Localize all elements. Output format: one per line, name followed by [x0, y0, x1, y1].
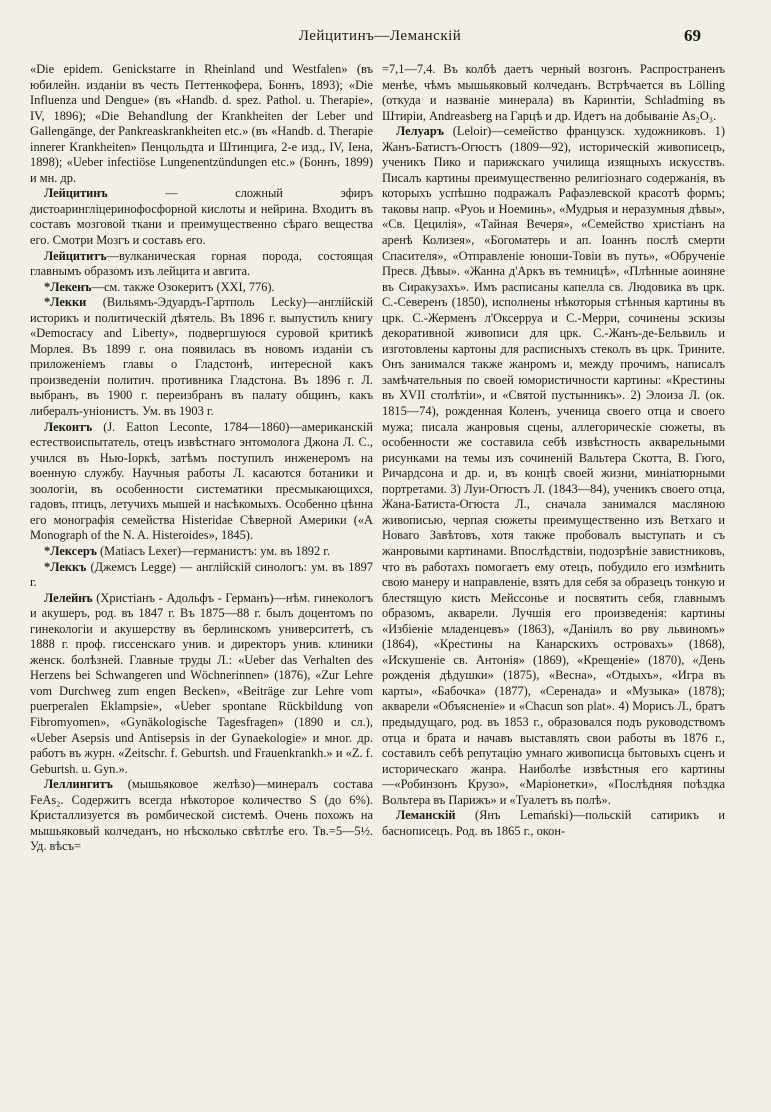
dictionary-entry: [30, 295, 373, 419]
right-column: [382, 62, 725, 1092]
entry-headword: *Лексеръ: [44, 543, 97, 558]
dictionary-entry: [30, 591, 373, 778]
page-number: 69: [684, 26, 701, 45]
entry-text: «Die epidem. Genickstarre in Rheinland und Westfalen» (въ юбилейн. изданіи въ честь Петтенкофера, Боннъ, 1893); «Die Influenza und Dengue» (въ «Handb. d. spez. Pathol. u. Therapie», IV, 1896); «Die Behandlung der Krankheiten der Leber und Gallengänge, der Pankreaskrankheiten etc.» (въ «Handb. d. Therapie innerer Krankheiten» Пенцольдта и Штинцига, 2-е изд., IV, Іена, 1898); «Ueber infectiöse Lungenentzündungen etc.» (Боннъ, 1899) и мн. др.: [30, 62, 373, 185]
continued-text: [30, 62, 373, 186]
dictionary-entry: [30, 249, 373, 280]
left-column: [30, 62, 373, 1092]
entry-text: —вулканическая горная порода, состоящая главнымъ образомъ изъ лейцита и авгита.: [30, 248, 373, 279]
entry-text: (J. Eatton Leconte, 1784—1860)—американскій естествоиспытатель, отецъ извѣстнаго энтомолога Джона Л. С., учился въ Нью-Іоркѣ, затѣмъ поступилъ инженеромъ на военную службу. Научныя работы Л. касаются ботаники и зоологіи, въ особенности систематики пресмыкающихся, гадовъ, птицъ, летучихъ мышей и насѣкомыхъ. Особенно цѣнна его монографія семейства Histeridae Сѣверной Америки («A Monograph of the N. A. Histeroides», 1845).: [30, 419, 373, 543]
entry-headword: Леманскій: [396, 808, 456, 823]
entry-text: =7,1—7,4. Въ колбѣ даетъ черный возгонъ. Распространенъ менѣе, чѣмъ мышьяковый колчеданъ. Встрѣчается въ Lölling (откуда и названіе минерала) въ Каринтіи, Schladming въ Штиріи, Andreasberg на Гарцѣ и др. Идетъ на добываніе As₂O₃.: [382, 62, 725, 123]
entry-text: (Джемсъ Legge) — англійскій синологъ: ум. въ 1897 г.: [30, 559, 373, 590]
entry-headword: Лелейнъ: [44, 590, 93, 605]
entry-text: (Янъ Lemański)—польскій сатирикъ и баснописецъ. Род. въ 1865 г., окон-: [382, 808, 725, 838]
dictionary-entry: [30, 544, 373, 560]
entry-text: (мышьяковое желѣзо)—минералъ состава FeAs₂. Содержитъ всегда нѣкоторое количество S (до 6%). Кристаллизуется въ ромбической системѣ. Очень похожъ на мышьяковый колчеданъ, но нѣсколько свѣтлѣе его. Тв.=5—5½. Уд. вѣсъ=: [30, 777, 373, 854]
entry-text: (Вильямъ-Эдуардъ-Гартполь Lecky)—англійскій историкъ и политическій дѣятель. Въ 1896 г. выпустилъ книгу «Democracy and Liberty», подвергшуюся суровой критикѣ Морлея. Въ 1899 г. она появилась въ новомъ изданіи съ приложеніемъ главы о Гладстонѣ, интересной какъ произведеніи политич. противника Гладстона. Въ 1896 г. Л. выбранъ, въ 1900 г. переизбранъ въ палату общинъ, какъ либералъ-уніонистъ. Ум. въ 1903 г.: [30, 295, 373, 419]
dictionary-entry: [30, 280, 373, 296]
dictionary-entry: [30, 420, 373, 544]
entry-headword: Леллингитъ: [44, 777, 113, 792]
dictionary-entry: [382, 124, 725, 808]
dictionary-entry: [30, 186, 373, 248]
entry-text: (Leloir)—семейство французск. художниковъ. 1) Жанъ-Батистъ-Огюстъ (1809—92), историческій живописецъ, ученикъ Пико и парижскаго училища изящныхъ искусствъ. Писалъ картины преимущественно религіознаго содержанія, въ которыхъ успѣшно подражалъ Рафаэлевской красотѣ формъ; таковы напр. «Руоь и Ноеминь», «Мудрыя и неразумныя дѣвы», «Св. Цецилія», «Тайная Вечеря», «Семейство христіанъ на аренѣ Колизея», «Богоматерь и ап. Іоаннъ послѣ смерти Спасителя», «Отправленіе юноши-Товіи въ путь», «Обрученіе Пресв. Дѣвы». «Жанна д'Аркъ въ темницѣ», «Плѣнные аоиняне въ Сиракузахъ». Имъ расписаны капелла св. Людовика въ црк. С.-Северенъ (1850), исполнены нѣкоторыя стѣнныя картины въ црк. С.-Жерменъ л'Оксерруа и С.-Мерри, сочинены эскизы декоративной живописи для црк. С.-Жанъ-де-Бельвиль и изготовлены картоны для расписныхъ стеколъ въ црк. Трините. Онъ занимался также жанромъ и, между прочимъ, написалъ замѣчательныя по своей юмористичности картины: «Крестины въ XVII столѣтіи», и «Святой пустынникъ». 2) Элоиза Л. (ок. 1815—74), рожденная Коленъ, ученица своего отца и своего мужа; писала жанровыя сцены, аллегорическіе сюжеты, въ особенности же составила себѣ извѣстность акварельными рисунками на темы изъ сочиненій Вальтера Скотта, В. Гюго, Ричардсона и др. и, въ концѣ своей жизни, миніатюрными портретами. 3) Луи-Огюстъ Л. (1843—84), ученикъ своего отца, Жана-Батиста-Огюста Л., сначала занимался масляною живописью, черпая сюжеты преимущественно изъ Ветхаго и Новаго Завѣтовъ, хотя также пробовалъ выступать и съ жанровыми картинами. Впослѣдствіи, подозрѣніе завистниковъ, что въ работахъ помогаетъ ему отецъ, побудило его измѣнить свою манеру и направленіе, взять для себя за образецъ тонкую и блестящую кисть Мейссонье и посвятить себя, главнымъ образомъ, акварели. Лучшія его произведенія: картины «Избіеніе младенцевъ» (1863), «Даніилъ во рву львиномъ» (1864), «Крестины на Канарскихъ островахъ» (1868), «Искушеніе св. Антонія» (1869), «Крещеніе» (1870), «День рожденія дѣдушки» (1875), «Весна», «Отдыхъ», «Игра въ карты», «Бабочка» (1877), «Серенада» и «Музыка» (1878); акварели «Объясненіе» и «Chacun son plat». 4) Морисъ Л., братъ предыдущаго, род. въ 1853 г., образовался подъ руководствомъ отца и брата и начавъ выставлять свои работы въ 1876 г., составилъ себѣ репутацію умнаго живописца бытовыхъ сценъ и историческаго жанра. Наиболѣе извѣстныя его картины—«Робинзонъ Крузо», «Маріонетки», «Послѣдняя поѣздка Вольтера въ Парижъ» и «Туалетъ въ полѣ».: [382, 124, 725, 807]
entry-headword: Лейцитинъ: [44, 186, 108, 201]
running-header: [0, 28, 771, 54]
dictionary-entry: [30, 560, 373, 591]
dictionary-entry: [30, 777, 373, 855]
dictionary-entry: [382, 808, 725, 839]
entry-text: —см. также Озокеритъ (XXI, 776).: [91, 279, 275, 294]
entry-headword: Леконтъ: [44, 419, 93, 434]
entry-headword: Лелуаръ: [396, 124, 444, 139]
entry-headword: *Леккъ: [44, 559, 87, 574]
entry-headword: *Лекенъ: [44, 279, 92, 294]
entry-text: (Matiaсъ Lexer)—германистъ: ум. въ 1892 г.: [96, 543, 331, 558]
entry-text: — сложный эфиръ дистоарингліцеринофосфорной кислоты и нейрина. Входитъ въ составъ мозговой ткани и преимущественно сѣраго вещества его. Смотри Мозгъ и составъ его.: [30, 186, 373, 248]
entry-text: (Христіанъ - Адольфъ - Германъ)—нѣм. гинекологъ и акушеръ, род. въ 1847 г. Въ 1875—88 г. былъ доцентомъ по гинекологіи и акушерству въ берлинскомъ университетѣ, съ 1888 г. проф. гиссенскаго унив. и директоръ унив. клиники женск. болѣзней. Главные труды Л.: «Ueber das Verhalten des Herzens bei Schwangeren und Wöchnerinnen» (1876), «Zur Lehre vom Durchweg zum engen Becken», «Beiträge zur Lehre vom puerperalen Eklampsie», «Ueber spontane Rückbildung von Fibromyomen», «Gynäkologische Tagesfragen» (1890 и сл.), «Ueber Asepsis und Antisepsis in der Gynaekologie» и мног. др. работъ въ журн. «Zeitschr. f. Geburtsh. und Frauenkrankh.» и «Z. f. Geburtsh. u. Gyn.».: [30, 590, 373, 776]
entry-headword: *Лекки: [44, 295, 87, 310]
running-title: Лейцитинъ—Леманскій: [298, 28, 462, 44]
entry-headword: Лейцититъ: [44, 248, 107, 263]
continued-text: [382, 62, 725, 124]
